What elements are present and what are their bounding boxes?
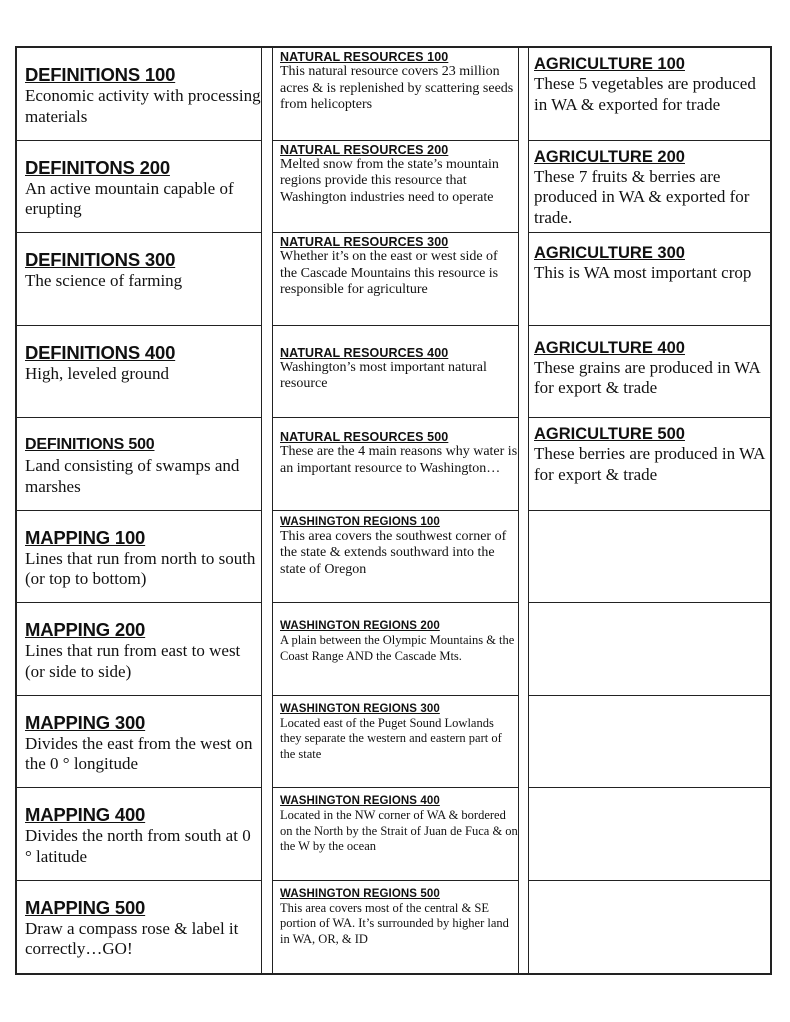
clue-cell[interactable] <box>17 881 261 974</box>
clue-text: Lines that run from north to south (or top to bottom) <box>25 548 256 588</box>
clue-heading: WASHINGTON REGIONS 300 <box>280 702 440 715</box>
clue-heading: AGRICULTURE 400 <box>534 338 685 357</box>
clue-heading: AGRICULTURE 100 <box>534 55 685 73</box>
clue-cell[interactable] <box>17 418 261 511</box>
clue-text: Whether it’s on the east or west side of the Cascade Mountains this resource is responsible for agriculture <box>280 249 499 297</box>
clue-heading: DEFINITIONS 300 <box>25 249 176 270</box>
clue-heading: WASHINGTON REGIONS 500 <box>280 887 440 900</box>
clue-cell[interactable] <box>272 881 518 974</box>
column-divider <box>518 48 519 973</box>
clue-text: These grains are produced in WA for export & trade <box>534 357 760 397</box>
empty-cell <box>528 603 772 696</box>
clue-text: Land consisting of swamps and marshes <box>25 456 240 496</box>
clue-cell[interactable] <box>17 603 261 696</box>
resources-regions-column <box>272 48 518 973</box>
clue-text: Draw a compass rose & label it correctly…GO! <box>25 918 239 958</box>
clue-text: Economic activity with processing materials <box>25 86 261 126</box>
clue-heading: DEFINITIONS 500 <box>25 436 155 453</box>
clue-text: Located east of the Puget Sound Lowlands they separate the western and eastern part of the state <box>280 715 502 761</box>
clue-heading: MAPPING 200 <box>25 619 146 640</box>
empty-cell <box>528 511 772 604</box>
clue-cell[interactable] <box>272 48 518 141</box>
clue-text: The science of farming <box>25 271 183 290</box>
clue-text: Lines that run from east to west (or side to side) <box>25 641 241 681</box>
clue-text: Located in the NW corner of WA & bordered on the North by the Strait of Juan de Fuca & on the W by the ocean <box>280 808 518 853</box>
clue-cell[interactable] <box>528 233 772 326</box>
clue-cell[interactable] <box>528 418 772 511</box>
clue-text: An active mountain capable of erupting <box>25 178 234 218</box>
clue-cell[interactable] <box>17 233 261 326</box>
clue-heading: NATURAL RESOURCES 200 <box>280 142 449 157</box>
column-divider <box>261 48 262 973</box>
clue-text: Divides the north from south at 0 ° latitude <box>25 826 251 866</box>
clue-heading: NATURAL RESOURCES 400 <box>280 345 449 360</box>
clue-cell[interactable] <box>272 233 518 326</box>
clue-cell[interactable] <box>17 141 261 234</box>
definitions-mapping-column <box>17 48 261 973</box>
clue-cell[interactable] <box>272 603 518 696</box>
clue-cell[interactable] <box>272 326 518 419</box>
clue-text: This is WA most important crop <box>534 263 752 282</box>
clue-text: This natural resource covers 23 million acres & is replenished by scattering seeds from helicopters <box>280 64 514 112</box>
clue-heading: NATURAL RESOURCES 300 <box>280 235 449 249</box>
clue-cell[interactable] <box>17 48 261 141</box>
clue-heading: MAPPING 300 <box>25 711 146 733</box>
clue-cell[interactable] <box>528 141 772 234</box>
clue-cell[interactable] <box>17 788 261 881</box>
clue-heading: NATURAL RESOURCES 500 <box>280 430 449 444</box>
clue-text: These 7 fruits & berries are produced in WA & exported for trade. <box>534 166 750 227</box>
clue-text: A plain between the Olympic Mountains & the Coast Range AND the Cascade Mts. <box>280 633 515 663</box>
jeopardy-board <box>15 46 772 975</box>
clue-text: These 5 vegetables are produced in WA & exported for trade <box>534 74 756 114</box>
clue-heading: AGRICULTURE 300 <box>534 244 685 262</box>
clue-heading: DEFINITONS 200 <box>25 156 170 178</box>
clue-heading: WASHINGTON REGIONS 100 <box>280 515 440 528</box>
empty-cell <box>528 696 772 789</box>
clue-cell[interactable] <box>528 326 772 419</box>
clue-cell[interactable] <box>17 511 261 604</box>
clue-cell[interactable] <box>272 788 518 881</box>
clue-heading: DEFINITIONS 100 <box>25 64 176 85</box>
clue-heading: WASHINGTON REGIONS 200 <box>280 620 440 632</box>
clue-text: This area covers the southwest corner of the state & extends southward into the state of Oregon <box>280 528 507 577</box>
clue-cell[interactable] <box>272 418 518 511</box>
agriculture-column <box>528 48 772 973</box>
clue-cell[interactable] <box>528 48 772 141</box>
clue-heading: DEFINITIONS 400 <box>25 341 176 363</box>
clue-cell[interactable] <box>272 696 518 789</box>
clue-heading: AGRICULTURE 200 <box>534 147 685 166</box>
clue-cell[interactable] <box>272 511 518 604</box>
clue-cell[interactable] <box>272 141 518 234</box>
clue-text: These berries are produced in WA for export & trade <box>534 444 765 484</box>
clue-heading: NATURAL RESOURCES 100 <box>280 50 449 64</box>
clue-text: Divides the east from the west on the 0 ° longitude <box>25 733 253 773</box>
clue-text: These are the 4 main reasons why water is an important resource to Washington… <box>280 444 518 476</box>
clue-heading: MAPPING 400 <box>25 804 146 825</box>
empty-cell <box>528 788 772 881</box>
clue-cell[interactable] <box>17 326 261 419</box>
clue-text: Washington’s most important natural resource <box>280 359 487 391</box>
clue-heading: WASHINGTON REGIONS 400 <box>280 795 440 807</box>
clue-text: This area covers most of the central & SE portion of WA. It’s surrounded by higher land in WA, OR, & ID <box>280 900 509 946</box>
clue-heading: MAPPING 100 <box>25 526 146 548</box>
clue-cell[interactable] <box>17 696 261 789</box>
clue-heading: MAPPING 500 <box>25 896 146 918</box>
clue-text: High, leveled ground <box>25 363 169 383</box>
empty-cell <box>528 881 772 974</box>
clue-text: Melted snow from the state’s mountain regions provide this resource that Washington industries need to operate <box>280 156 499 205</box>
clue-heading: AGRICULTURE 500 <box>534 425 685 443</box>
